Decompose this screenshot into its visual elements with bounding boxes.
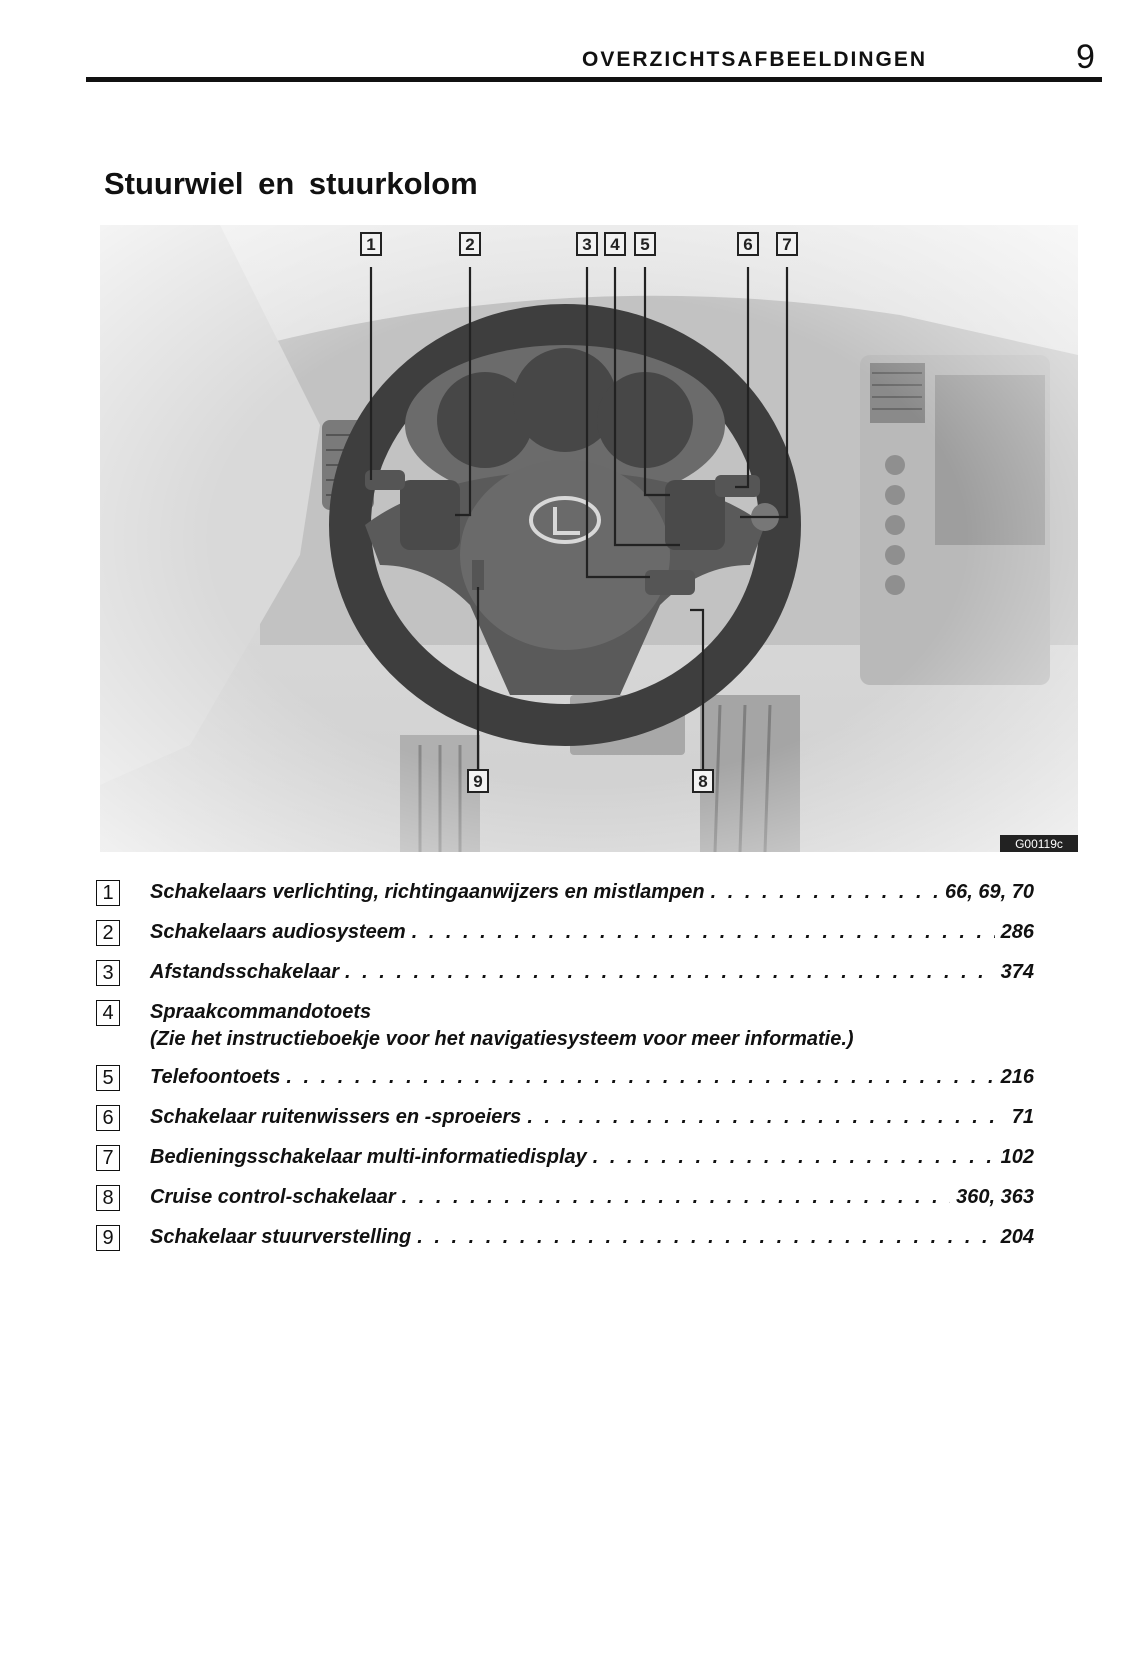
callout-6 — [738, 233, 758, 255]
legend-list — [96, 878, 1034, 1263]
steering-wheel-figure — [100, 225, 1078, 852]
legend-pages: 71 — [1011, 1106, 1034, 1128]
legend-number: 5 — [96, 1065, 120, 1091]
legend-pages: 216 — [1000, 1066, 1034, 1088]
legend-pages: 66, 69, 70 — [945, 881, 1034, 903]
legend-label: Schakelaar ruitenwissers en -sproeiers — [150, 1106, 522, 1128]
legend-number: 7 — [96, 1145, 120, 1171]
legend-item — [96, 1183, 1034, 1223]
figure-code: G00119c — [1015, 837, 1063, 851]
legend-pages: 102 — [1000, 1146, 1034, 1168]
page-title: Stuurwiel en stuurkolom — [104, 166, 478, 201]
legend-number: 6 — [96, 1105, 120, 1131]
legend-item — [96, 1063, 1034, 1103]
legend-label: Afstandsschakelaar — [150, 961, 339, 983]
legend-note: (Zie het instructieboekje voor het navigatiesysteem voor meer informatie.) — [150, 1028, 854, 1050]
legend-item — [96, 878, 1034, 918]
legend-pages: 286 — [1000, 921, 1034, 943]
callout-3 — [577, 233, 597, 255]
svg-text:7: 7 — [782, 235, 792, 254]
legend-number: 4 — [96, 1000, 120, 1026]
callout-5 — [635, 233, 655, 255]
legend-item — [96, 998, 1034, 1063]
svg-text:8: 8 — [698, 772, 708, 791]
svg-text:4: 4 — [610, 235, 620, 254]
svg-text:9: 9 — [473, 772, 483, 791]
legend-item — [96, 1143, 1034, 1183]
legend-label: Schakelaars audiosysteem — [150, 921, 406, 943]
svg-text:2: 2 — [465, 235, 475, 254]
legend-number: 2 — [96, 920, 120, 946]
legend-item — [96, 958, 1034, 998]
legend-item — [96, 1103, 1034, 1143]
svg-text:1: 1 — [366, 235, 376, 254]
legend-number: 1 — [96, 880, 120, 906]
header-rule — [86, 77, 1102, 82]
legend-number: 9 — [96, 1225, 120, 1251]
legend-number: 3 — [96, 960, 120, 986]
page-number: 9 — [1076, 38, 1095, 76]
callout-7 — [777, 233, 797, 255]
legend-label: Schakelaars verlichting, richtingaanwijzers en mistlampen — [150, 881, 705, 903]
legend-item — [96, 1223, 1034, 1263]
callout-4 — [605, 233, 625, 255]
legend-pages: 374 — [1000, 961, 1034, 983]
svg-text:6: 6 — [743, 235, 753, 254]
svg-text:3: 3 — [582, 235, 592, 254]
legend-label: Bedieningsschakelaar multi-informatiedisplay — [150, 1146, 587, 1168]
callout-1 — [361, 233, 381, 255]
svg-text:5: 5 — [640, 235, 650, 254]
legend-pages: 204 — [1000, 1226, 1034, 1248]
legend-label: Spraakcommandotoets — [150, 1001, 372, 1023]
legend-pages: 360, 363 — [956, 1186, 1034, 1208]
section-title: OVERZICHTSAFBEELDINGEN — [582, 48, 928, 71]
legend-label: Schakelaar stuurverstelling — [150, 1226, 412, 1248]
callout-8 — [693, 770, 713, 792]
callout-2 — [460, 233, 480, 255]
legend-item — [96, 918, 1034, 958]
callout-9 — [468, 770, 488, 792]
legend-label: Telefoontoets — [150, 1066, 281, 1088]
legend-number: 8 — [96, 1185, 120, 1211]
legend-label: Cruise control-schakelaar — [150, 1186, 396, 1208]
